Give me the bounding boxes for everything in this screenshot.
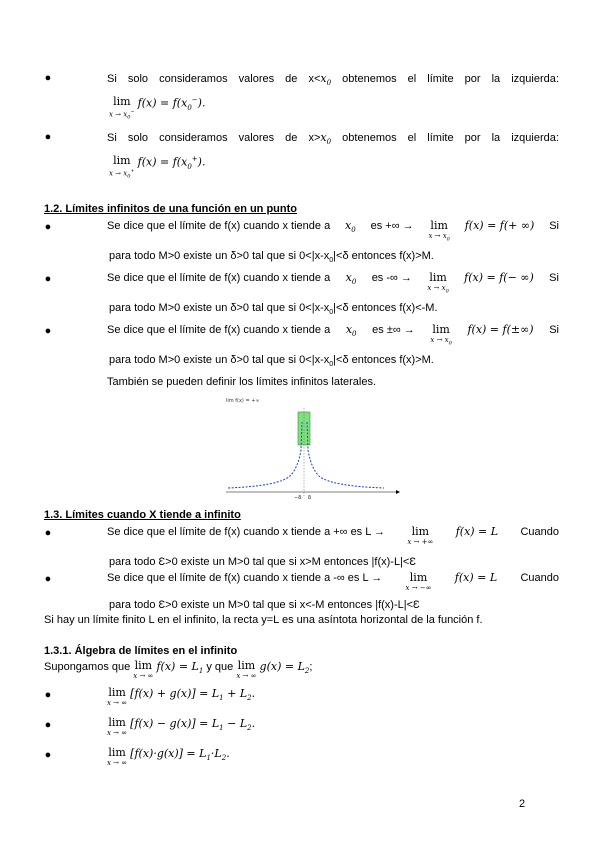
s131-item-1: lim x → ∞ $[f(x) + g(x)] = L_1 + L_2$.: [107, 686, 256, 707]
s1-bullet-2-formula: lim $x \to x_0^+$ $f(x) = f(x_0^+)$.: [109, 154, 206, 180]
bullet-dot: ●: [44, 131, 52, 143]
bullet-dot: ●: [44, 719, 52, 731]
graph-corner-label: lim f(x) = +∞: [226, 398, 260, 404]
word: límite: [427, 73, 454, 85]
word: solo: [127, 132, 149, 144]
s131-item-2: lim x → ∞ $[f(x) - g(x)] = L_1 - L_2$.: [107, 716, 256, 737]
word: valores: [238, 132, 275, 144]
s131-intro: Supongamos que lim x → ∞ $f(x) = L_1$ y que lim x → ∞ $g(x) = L_2$;: [44, 659, 313, 680]
word: el: [407, 73, 417, 85]
word: Si: [107, 132, 117, 144]
asymptote-graph-figure: [224, 392, 400, 500]
s13-bullet-1-line1: Se dice que el límite de f(x) cuando x tiende a +∞ es L → lim x → +∞ f(x) = L Cuando: [107, 525, 559, 546]
word: el: [407, 132, 417, 144]
word: x<: [308, 73, 321, 85]
graph-axis-label-neg-delta: −δ: [294, 495, 302, 500]
bullet-dot: ●: [44, 527, 52, 539]
word: la: [491, 73, 501, 85]
section-1-3-1-heading: 1.3.1. Álgebra de límites en el infinito: [44, 645, 238, 657]
word: Si: [107, 73, 117, 85]
s1-bullet-1-formula: lim $x \to x_0^-$ $f(x) = f(x_0^-)$.: [109, 95, 206, 121]
word: por: [464, 73, 481, 85]
s12-bullet-3-line1: Se dice que el límite de f(x) cuando x tiende a $x_0$ es ±∞ → lim $x \to x_0$ f(x) = f(±∞) Si: [107, 323, 559, 347]
word: izquierda:: [511, 132, 559, 144]
word: obtenemos: [342, 132, 397, 144]
graph-background: [224, 392, 400, 500]
word: la: [491, 132, 501, 144]
s12-bullet-1-line2: para todo M>0 existe un δ>0 tal que si $0<|x-x_0|<\delta$ entonces f(x)>M.: [109, 250, 434, 265]
s12-bullet-1-line1: Se dice que el límite de f(x) cuando x tiende a $x_0$ es +∞ → lim $x \to x_0$ f(x) = f(+ ∞) Si: [107, 219, 559, 243]
s12-note: También se pueden definir los límites infinitos laterales.: [107, 376, 377, 388]
word: por: [464, 132, 481, 144]
s1-bullet-2-text: [107, 131, 559, 146]
word-with-var: $x<x_0$: [308, 72, 332, 88]
s1-bullet-1-text: [107, 72, 559, 87]
bullet-dot: ●: [44, 221, 52, 233]
s13-bullet-1-line2: para todo Ɛ>0 existe un M>0 tal que si x>M entonces |f(x)-L|<Ɛ: [109, 556, 416, 568]
word: límite: [427, 132, 454, 144]
s131-item-3: lim x → ∞ $[f(x)\cdot g(x)] = L_1\cdot L_2$.: [107, 746, 230, 767]
word: x>: [308, 132, 321, 144]
word: valores: [238, 73, 275, 85]
graph-highlight-band: [298, 412, 310, 445]
s13-bullet-2-line2: para todo Ɛ>0 existe un M>0 tal que si x<-M entonces |f(x)-L|<Ɛ: [109, 599, 420, 611]
s13-note: Si hay un límite finito L en el infinito, la recta y=L es una asíntota horizontal de la función f.: [44, 614, 483, 626]
bullet-dot: ●: [44, 325, 52, 337]
section-1-2-heading: 1.2. Límites infinitos de una función en un punto: [44, 203, 297, 215]
graph-axis-label-delta: δ: [308, 495, 312, 500]
word: izquierda:: [511, 73, 559, 85]
bullet-dot: ●: [44, 573, 52, 585]
bullet-dot: ●: [44, 749, 52, 761]
bullet-dot: ●: [44, 689, 52, 701]
word-with-var: $x>x_0$: [308, 131, 332, 147]
word: de: [285, 73, 298, 85]
word: solo: [127, 73, 149, 85]
word: consideramos: [159, 73, 228, 85]
section-1-3-heading: 1.3. Límites cuando X tiende a infinito: [44, 509, 241, 521]
bullet-dot: ●: [44, 273, 52, 285]
word: consideramos: [159, 132, 228, 144]
s13-bullet-2-line1: Se dice que el límite de f(x) cuando x tiende a -∞ es L → lim x → −∞ f(x) = L Cuando: [107, 571, 559, 592]
s12-bullet-3-line2: para todo M>0 existe un δ>0 tal que si $0<|x-x_0|<\delta$ entonces f(x)>M.: [109, 354, 434, 369]
word: obtenemos: [342, 73, 397, 85]
page-number: 2: [519, 798, 526, 810]
s12-bullet-2-line2: para todo M>0 existe un δ>0 tal que si $0<|x-x_0|<\delta$ entonces f(x)<-M.: [109, 302, 438, 317]
s12-bullet-2-line1: Se dice que el límite de f(x) cuando x tiende a $x_0$ es -∞ → lim $x \to x_0$ f(x) = f(− ∞) Si: [107, 271, 559, 295]
word: de: [285, 132, 298, 144]
bullet-dot: ●: [44, 72, 52, 84]
